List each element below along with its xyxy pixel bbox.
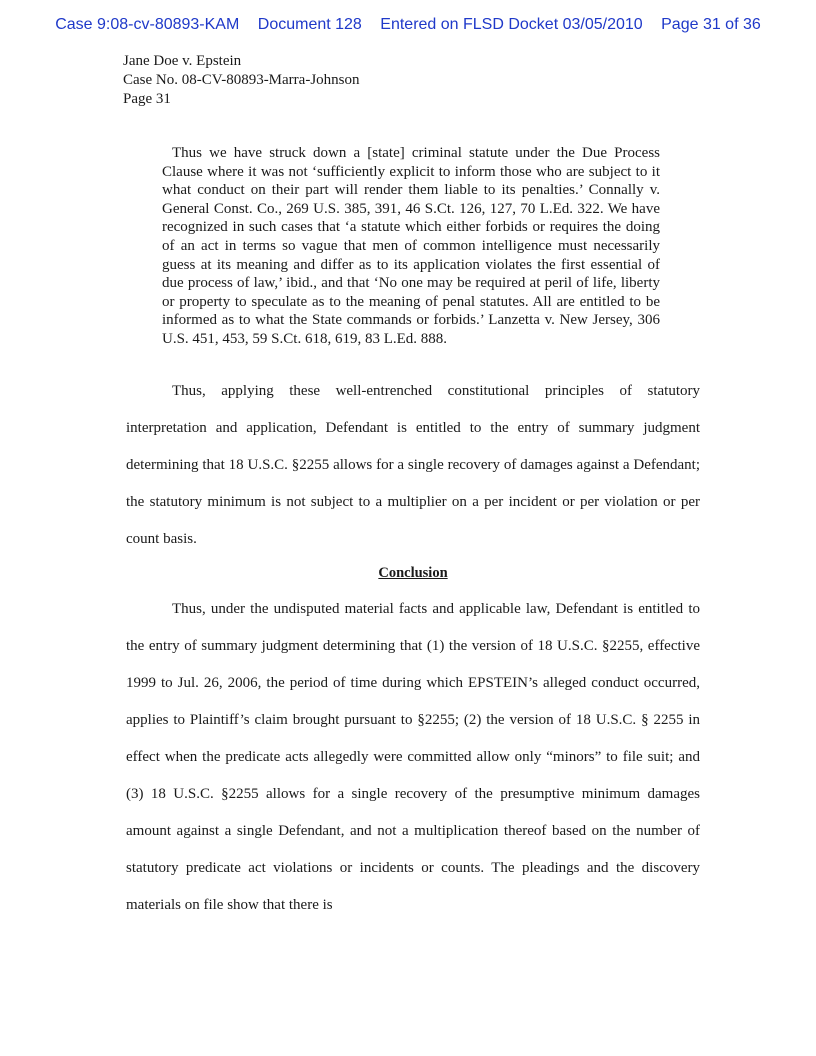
- ecf-docket-header: [0, 16, 816, 34]
- page-count: Page 31 of 36: [661, 16, 761, 33]
- block-quote-text: Thus we have struck down a [state] criminal statute under the Due Process Clause where it was not ‘sufficiently explicit to inform those who are subject to it what conduct on their part will render them liable to its penalties.’ Connally v. General Const. Co., 269 U.S. 385, 391, 46 S.Ct. 126, 127, 70 L.Ed. 322. We have recognized in such cases that ‘a statute which either forbids or requires the doing of an act in terms so vague that men of common intelligence must necessarily guess at its meaning and differ as to its application violates the first essential of due process of law,’ ibid., and that ‘No one may be required at peril of life, liberty or property to speculate as to the meaning of penal statutes. All are entitled to be informed as to what the State commands or forbids.’ Lanzetta v. New Jersey, 306 U.S. 451, 453, 59 S.Ct. 618, 619, 83 L.Ed. 888.: [162, 145, 660, 347]
- case-caption: [123, 52, 360, 109]
- section-heading-conclusion: Conclusion: [378, 565, 448, 581]
- block-quote: [162, 144, 660, 349]
- caption-page: Page 31: [123, 91, 171, 107]
- caption-case-number: Case No. 08-CV-80893-Marra-Johnson: [123, 72, 360, 88]
- body-paragraph: Thus, applying these well-entrenched constitutional principles of statutory interpretation and application, Defendant is entitled to the entry of summary judgment determining that 18 U.S.C. §2255 allows for a single recovery of damages against a Defendant; the statutory minimum is not subject to a multiplier on a per incident or per violation or per count basis.: [126, 383, 700, 547]
- docket-entry: Entered on FLSD Docket 03/05/2010: [380, 16, 643, 33]
- caption-parties: Jane Doe v. Epstein: [123, 53, 242, 69]
- document-number: Document 128: [257, 16, 362, 33]
- body-paragraph: Thus, under the undisputed material facts and applicable law, Defendant is entitled to the entry of summary judgment determining that (1) the version of 18 U.S.C. §2255, effective 1999 to Jul. 26, 2006, the period of time during which EPSTEIN’s alleged conduct occurred, applies to Plaintiff’s claim brought pursuant to §2255; (2) the version of 18 U.S.C. § 2255 in effect when the predicate acts allegedly were committed allow only “minors” to file suit; and (3) 18 U.S.C. §2255 allows for a single recovery of the presumptive minimum damages amount against a single Defendant, and not a multiplication thereof based on the number of statutory predicate act violations or incidents or counts. The pleadings and the discovery materials on file show that there is: [126, 601, 700, 913]
- case-number: Case 9:08-cv-80893-KAM: [55, 16, 240, 33]
